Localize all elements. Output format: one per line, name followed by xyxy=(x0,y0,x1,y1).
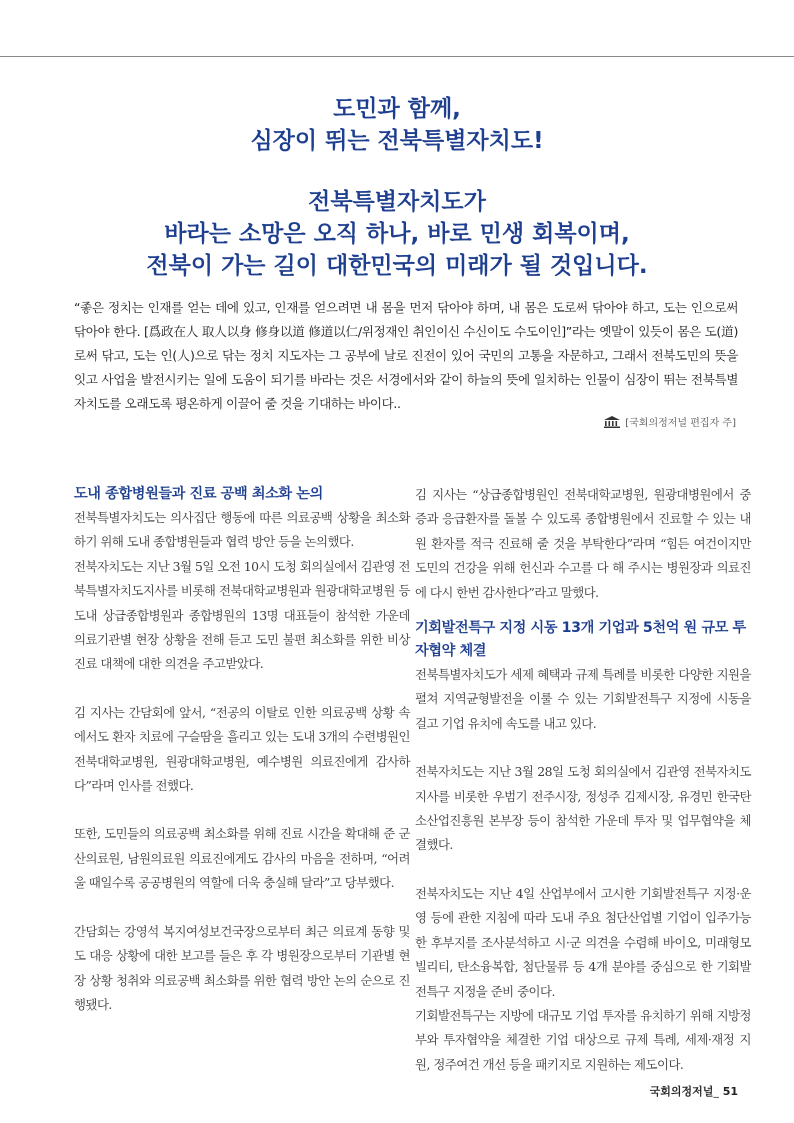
headline-primary xyxy=(40,93,754,157)
page-footer xyxy=(650,1083,738,1099)
body-paragraph: 전북자치도는 지난 3월 28일 도청 회의실에서 김관영 전북자치도지사를 비롯한 우범기 전주시장, 정성주 김제시장, 유경민 한국탄소산업진흥원 본부장 등이 참석한 가운데 투자 및 업무협약을 체결했다. xyxy=(415,764,751,853)
right-column xyxy=(415,483,751,1077)
parliament-building-icon xyxy=(603,416,621,428)
magazine-name: 국회의정저널 xyxy=(649,1085,714,1098)
paragraph-gap xyxy=(415,858,751,882)
body-paragraph: 간담회는 강영석 복지여성보건국장으로부터 최근 의료계 동향 및 도 대응 상황에 대한 보고를 들은 후 각 병원장으로부터 기관별 현장 상황 청취와 의료공백 최소화를 위한 협력 방안 논의 순으로 진행됐다. xyxy=(74,923,410,1012)
editor-credit xyxy=(603,414,736,429)
body-paragraph: 김 지사는 간담회에 앞서, “전공의 이탈로 인한 의료공백 상황 속에서도 환자 치료에 구슬땀을 흘리고 있는 도내 3개의 수련병원인 전북대학교병원, 원광대학교병원, 예수병원 의료진에게 감사하다”라며 인사를 전했다. xyxy=(74,704,410,794)
paragraph-gap xyxy=(74,896,410,920)
left-column xyxy=(74,483,410,1017)
headline-line: 전북이 가는 길이 대한민국의 미래가 될 것입니다. xyxy=(146,253,648,279)
paragraph-gap xyxy=(415,736,751,760)
paragraph-gap xyxy=(74,798,410,822)
headline-line: 심장이 뛰는 전북특별자치도! xyxy=(250,128,544,154)
body-paragraph: 기회발전특구는 지방에 대규모 기업 투자를 유치하기 위해 지방정부와 투자협약을 체결한 기업 대상으로 규제 특례, 세제·재정 지원, 정주여건 개선 등을 패키지로 지원하는 제도이다. xyxy=(415,1007,751,1072)
editor-credit-text: [국회의정저널 편집자 주] xyxy=(625,418,736,429)
body-paragraph: 또한, 도민들의 의료공백 최소화를 위해 진료 시간을 확대해 준 군산의료원, 남원의료원 의료진에게도 감사의 마음을 전하며, “어려울 때일수록 공공병원의 역할에 더욱 충실해 달라”고 당부했다. xyxy=(74,826,410,891)
headline-line: 전북특별자치도가 xyxy=(308,189,486,215)
footer-separator: _ xyxy=(713,1085,719,1098)
editorial-intro: “좋은 정치는 인재를 얻는 데에 있고, 인재를 얻으려면 내 몸을 먼저 닦아야 하며, 내 몸은 도로써 닦아야 하고, 도는 인으로써 닦아야 한다. [爲政在人 取人以身 修身以道 修道以仁/위정재인 취인이신 수신이도 수도이인]”라는 옛말이 있듯이 몸은 도(道)로써 닦고, 도는 인(人)으로 닦는 정치 지도자는 그 공부에 날로 진전이 있어 국민의 고통을 자문하고, 그래서 전북도민의 뜻을 잇고 사업을 발전시키는 일에 도움이 되기를 바라는 것은 서경에서와 같이 하늘의 뜻에 일치하는 인물이 심장이 뛰는 전북특별자치도를 오래도록 평온하게 이끌어 줄 것을 기대하는 바이다.. xyxy=(74,300,738,411)
paragraph-gap xyxy=(74,677,410,701)
page-number: 51 xyxy=(722,1085,738,1098)
headline-secondary xyxy=(40,186,754,282)
body-paragraph: 전북자치도는 지난 3월 5일 오전 10시 도청 회의실에서 김관영 전북특별자치도지사를 비롯해 전북대학교병원과 원광대학교병원 등 도내 상급종합병원과 종합병원의 13명 대표들이 참석한 가운데 의료기관별 현장 상황을 전해 듣고 도민 불편 최소화를 위한 비상 진료 대책에 대한 의견을 주고받았다. xyxy=(74,558,410,672)
body-paragraph: 전북자치도는 지난 4일 산업부에서 고시한 기회발전특구 지정·운영 등에 관한 지침에 따라 도내 주요 첨단산업별 기업이 입주가능한 후부지를 조사분석하고 시·군 의견을 수렴해 바이오, 미래형모빌리티, 탄소융복합, 첨단물류 등 4개 분야를 중심으로 한 기회발전특구 지정을 준비 중이다. xyxy=(415,885,751,999)
body-paragraph: 전북특별자치도는 의사집단 행동에 따른 의료공백 상황을 최소화하기 위해 도내 종합병원들과 협력 방안 등을 논의했다. xyxy=(74,510,410,550)
section-heading: 기회발전특구 지정 시동 13개 기업과 5천억 원 규모 투자협약 체결 xyxy=(415,620,746,660)
body-paragraph: 전북특별자치도가 세제 혜택과 규제 특례를 비롯한 다양한 지원을 펼쳐 지역균형발전을 이룰 수 있는 기회발전특구 지정에 시동을 걸고 기업 유치에 속도를 내고 있다. xyxy=(415,667,751,731)
top-rule xyxy=(0,56,794,57)
headline-line: 바라는 소망은 오직 하나, 바로 민생 회복이며, xyxy=(164,221,630,247)
body-paragraph: 김 지사는 “상급종합병원인 전북대학교병원, 원광대병원에서 중증과 응급환자를 돌볼 수 있도록 종합병원에서 진료할 수 있는 내원 환자를 적극 진료해 줄 것을 부탁한다”라며 “힘든 여건이지만 도민의 건강을 위해 헌신과 수고를 다 해 주시는 병원장과 의료진에 다시 한번 감사한다”라고 말했다. xyxy=(415,487,751,600)
headline-line: 도민과 함께, xyxy=(333,96,461,122)
paragraph-gap xyxy=(415,605,751,617)
section-heading: 도내 종합병원들과 진료 공백 최소화 논의 xyxy=(74,486,323,502)
